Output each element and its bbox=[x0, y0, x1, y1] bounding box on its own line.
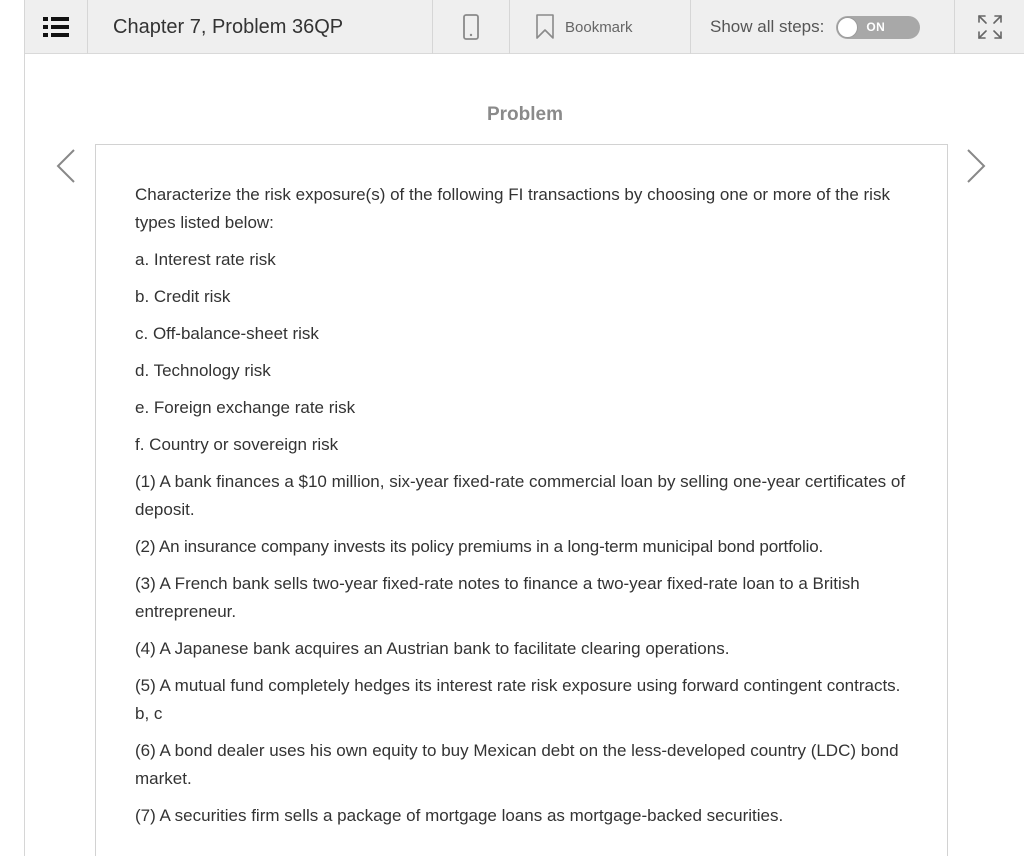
transaction-item: (6) A bond dealer uses his own equity to buy Mexican debt on the less-developed country (LDC) bond market. bbox=[135, 741, 899, 788]
risk-type-item: e. Foreign exchange rate risk bbox=[135, 398, 356, 417]
transaction-item: (5) A mutual fund completely hedges its interest rate risk exposure using forward contingent contracts. b, c bbox=[135, 676, 901, 723]
list-menu-icon bbox=[43, 16, 69, 38]
show-all-steps-control bbox=[691, 0, 955, 54]
transaction-item: (1) A bank finances a $10 million, six-year fixed-rate commercial loan by selling one-year certificates of deposit. bbox=[135, 472, 906, 519]
bookmark-label: Bookmark bbox=[565, 18, 633, 36]
show-all-steps-toggle[interactable] bbox=[836, 16, 920, 39]
transaction-item: (4) A Japanese bank acquires an Austrian bank to facilitate clearing operations. bbox=[135, 639, 730, 658]
toolbar bbox=[25, 0, 1024, 54]
problem-statement bbox=[95, 144, 948, 856]
risk-type-item: a. Interest rate risk bbox=[135, 250, 276, 269]
problem-intro: Characterize the risk exposure(s) of the following FI transactions by choosing one or more of the risk types listed below: bbox=[135, 185, 890, 232]
toggle-state-label: ON bbox=[866, 19, 886, 34]
menu-button[interactable] bbox=[25, 0, 88, 54]
risk-type-item: b. Credit risk bbox=[135, 287, 231, 306]
transaction-item: (7) A securities firm sells a package of mortgage loans as mortgage-backed securities. bbox=[135, 806, 784, 825]
risk-type-item: d. Technology risk bbox=[135, 361, 271, 380]
risk-type-item: c. Off-balance-sheet risk bbox=[135, 324, 319, 343]
risk-type-item: f. Country or sovereign risk bbox=[135, 435, 339, 454]
chevron-left-icon bbox=[55, 148, 77, 184]
fullscreen-button[interactable] bbox=[955, 0, 1024, 54]
bookmark-icon bbox=[535, 14, 555, 40]
previous-button[interactable] bbox=[55, 148, 77, 189]
transaction-item: (3) A French bank sells two-year fixed-rate notes to finance a two-year fixed-rate loan to a British entrepreneur. bbox=[135, 574, 860, 621]
toggle-knob bbox=[837, 17, 858, 38]
mobile-device-icon bbox=[463, 14, 479, 40]
problem-heading: Problem bbox=[486, 104, 564, 125]
transaction-item: (2) An insurance company invests its policy premiums in a long-term municipal bond portfolio. bbox=[135, 537, 824, 556]
page-title: Chapter 7, Problem 36QP bbox=[88, 0, 433, 54]
next-button[interactable] bbox=[965, 148, 987, 189]
expand-icon bbox=[977, 14, 1003, 40]
show-all-steps-label: Show all steps: bbox=[710, 17, 825, 36]
bookmark-button[interactable] bbox=[510, 0, 691, 54]
mobile-view-button[interactable] bbox=[433, 0, 510, 54]
solution-viewer bbox=[24, 0, 1024, 856]
chevron-right-icon bbox=[965, 148, 987, 184]
